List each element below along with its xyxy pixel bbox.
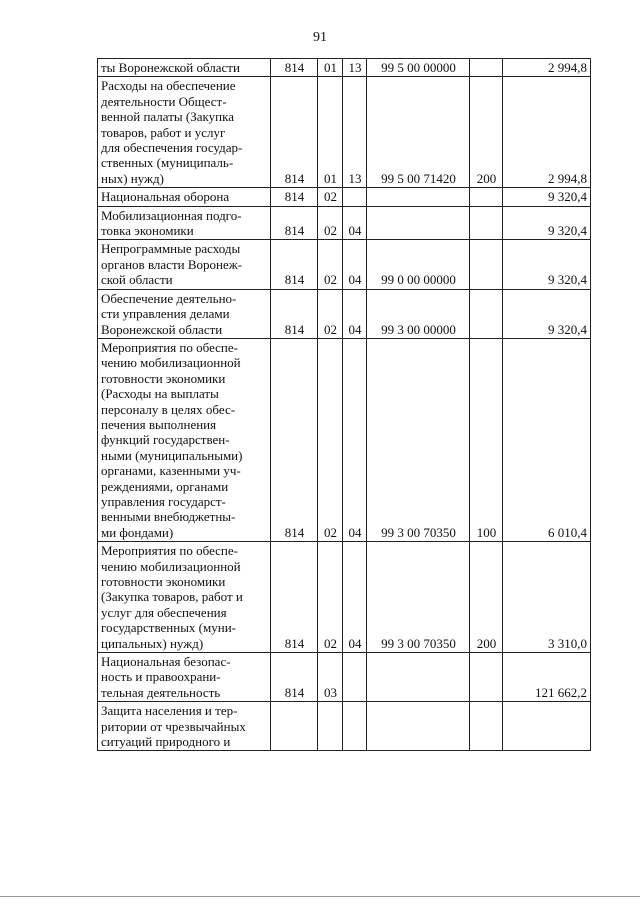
cell-subsection-code: 13: [343, 77, 367, 188]
cell-name: [98, 59, 271, 77]
cell-ministry-code: 814: [271, 59, 318, 77]
cell-section-code: 02: [318, 542, 343, 653]
table-row: [98, 77, 591, 188]
cell-target-article: 99 3 00 70350: [367, 338, 470, 541]
cell-amount: 9 320,4: [503, 188, 591, 206]
cell-subsection-code: 04: [343, 240, 367, 289]
cell-amount: 2 994,8: [503, 59, 591, 77]
cell-subsection-code: [343, 702, 367, 751]
table-row: [98, 702, 591, 751]
cell-ministry-code: 814: [271, 188, 318, 206]
table-row: [98, 59, 591, 77]
cell-subsection-code: 04: [343, 338, 367, 541]
cell-ministry-code: 814: [271, 240, 318, 289]
cell-expense-type: [470, 188, 503, 206]
cell-name: [98, 289, 271, 338]
page-number: 91: [313, 30, 327, 45]
cell-subsection-code: 04: [343, 542, 367, 653]
row-name-text: Защита населения и тер- ритории от чрезвычайных ситуаций природного и: [101, 703, 246, 750]
budget-table: [97, 58, 591, 751]
cell-section-code: [318, 702, 343, 751]
cell-target-article: [367, 653, 470, 702]
cell-ministry-code: 814: [271, 653, 318, 702]
cell-section-code: 02: [318, 338, 343, 541]
cell-amount: 121 662,2: [503, 653, 591, 702]
budget-table-body: [98, 59, 591, 751]
cell-amount: 6 010,4: [503, 338, 591, 541]
cell-ministry-code: 814: [271, 289, 318, 338]
row-name-text: Мобилизационная подго- товка экономики: [101, 207, 242, 239]
cell-ministry-code: 814: [271, 206, 318, 240]
cell-expense-type: [470, 702, 503, 751]
cell-target-article: 99 5 00 71420: [367, 77, 470, 188]
cell-section-code: 01: [318, 77, 343, 188]
cell-subsection-code: 04: [343, 206, 367, 240]
cell-target-article: 99 3 00 00000: [367, 289, 470, 338]
table-row: [98, 289, 591, 338]
cell-target-article: [367, 206, 470, 240]
cell-section-code: 02: [318, 289, 343, 338]
budget-table-container: [97, 58, 591, 751]
cell-amount: 9 320,4: [503, 289, 591, 338]
cell-expense-type: [470, 240, 503, 289]
cell-amount: 3 310,0: [503, 542, 591, 653]
cell-section-code: 02: [318, 206, 343, 240]
cell-amount: 9 320,4: [503, 240, 591, 289]
table-row: [98, 653, 591, 702]
cell-ministry-code: 814: [271, 77, 318, 188]
cell-section-code: 01: [318, 59, 343, 77]
cell-subsection-code: 04: [343, 289, 367, 338]
cell-subsection-code: [343, 653, 367, 702]
cell-target-article: [367, 188, 470, 206]
row-name-text: Национальная оборона: [101, 189, 230, 205]
row-name-text: Расходы на обеспечение деятельности Общест- венной палаты (Закупка товаров, работ и услуг для обеспечения государ- ственных (муниципаль- ных) нужд): [101, 78, 243, 186]
cell-amount: [503, 702, 591, 751]
cell-name: [98, 240, 271, 289]
cell-ministry-code: [271, 702, 318, 751]
cell-expense-type: [470, 59, 503, 77]
cell-amount: 9 320,4: [503, 206, 591, 240]
cell-target-article: 99 3 00 70350: [367, 542, 470, 653]
cell-subsection-code: [343, 188, 367, 206]
cell-name: [98, 542, 271, 653]
cell-expense-type: 200: [470, 542, 503, 653]
cell-ministry-code: 814: [271, 338, 318, 541]
cell-subsection-code: 13: [343, 59, 367, 77]
table-row: [98, 542, 591, 653]
row-name-text: Национальная безопас- ность и правоохрани- тельная деятельность: [101, 654, 231, 700]
table-row: [98, 240, 591, 289]
cell-section-code: 02: [318, 188, 343, 206]
cell-section-code: 02: [318, 240, 343, 289]
cell-target-article: 99 0 00 00000: [367, 240, 470, 289]
cell-expense-type: [470, 289, 503, 338]
row-name-text: Мероприятия по обеспе- чению мобилизационной готовности экономики (Расходы на выплаты персоналу в целях обес- печения выполнения функций государствен- ными (муниципальными) органами, казенными уч- реждениями, органами управления государст- венными внебюджетны- ми фондами): [101, 339, 243, 540]
cell-name: [98, 206, 271, 240]
cell-expense-type: 200: [470, 77, 503, 188]
cell-amount: 2 994,8: [503, 77, 591, 188]
table-row: [98, 338, 591, 541]
cell-name: [98, 338, 271, 541]
table-row: [98, 206, 591, 240]
row-name-text: ты Воронежской области: [101, 60, 240, 75]
page-bottom-rule: [0, 896, 640, 897]
row-name-text: Непрограммные расходы органов власти Воронеж- ской области: [101, 241, 243, 288]
cell-name: [98, 188, 271, 206]
cell-target-article: [367, 702, 470, 751]
row-name-text: Мероприятия по обеспе- чению мобилизационной готовности экономики (Закупка товаров, работ и услуг для обеспечения государственных (муни- ципальных) нужд): [101, 543, 243, 651]
cell-expense-type: [470, 653, 503, 702]
row-name-text: Обеспечение деятельно- сти управления делами Воронежской области: [101, 290, 237, 337]
cell-section-code: 03: [318, 653, 343, 702]
cell-name: [98, 77, 271, 188]
cell-expense-type: 100: [470, 338, 503, 541]
cell-name: [98, 702, 271, 751]
cell-target-article: 99 5 00 00000: [367, 59, 470, 77]
cell-name: [98, 653, 271, 702]
cell-expense-type: [470, 206, 503, 240]
cell-ministry-code: 814: [271, 542, 318, 653]
table-row: [98, 188, 591, 206]
